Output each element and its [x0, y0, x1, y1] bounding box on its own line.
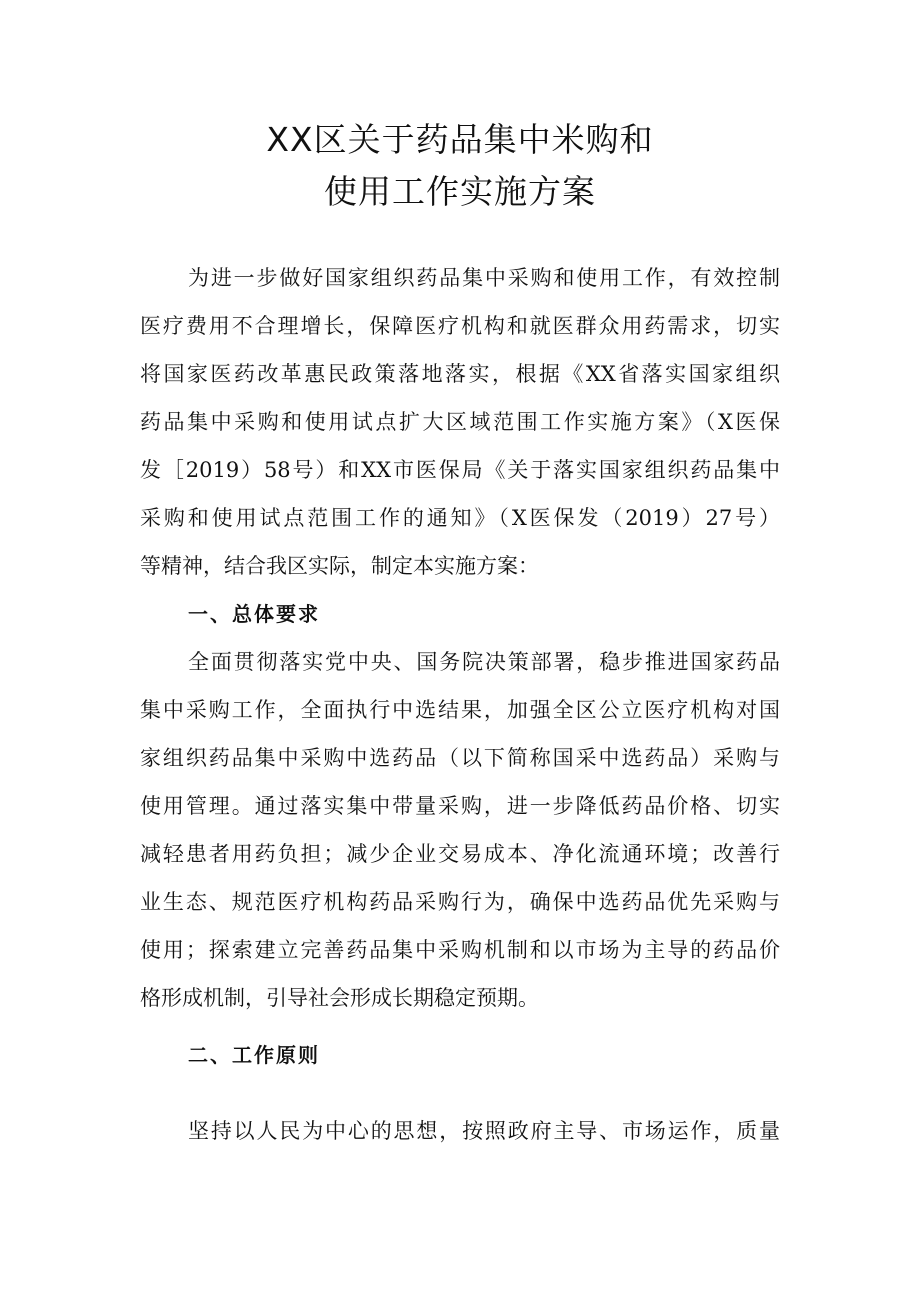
- intro-line: 发［2019）58号）和XX市医保局《关于落实国家组织药品集中: [140, 458, 780, 482]
- section1-line: 家组织药品集中采购中选药品（以下简称国采中选药品）采购与: [140, 746, 780, 770]
- section1-line: 使用管理。通过落实集中带量采购，进一步降低药品价格、切实: [140, 794, 780, 818]
- intro-line: 等精神，结合我区实际，制定本实施方案：: [140, 554, 539, 578]
- section1-line: 减轻患者用药负担；减少企业交易成本、净化流通环境；改善行: [140, 842, 780, 866]
- section2-line: 坚持以人民为中心的思想，按照政府主导、市场运作，质量: [188, 1119, 780, 1143]
- section1-line: 使用；探索建立完善药品集中采购机制和以市场为主导的药品价: [140, 938, 780, 962]
- intro-line: 药品集中采购和使用试点扩大区域范围工作实施方案》（X医保: [140, 410, 780, 434]
- document-title-line-1: XX区关于药品集中米购和: [266, 120, 654, 159]
- intro-line: 医疗费用不合理增长，保障医疗机构和就医群众用药需求，切实: [140, 314, 780, 338]
- section-heading-working-principles: 二、工作原则: [188, 1043, 320, 1067]
- document-title-line-2: 使用工作实施方案: [324, 172, 596, 211]
- section1-line: 集中采购工作，全面执行中选结果，加强全区公立医疗机构对国: [140, 698, 780, 722]
- section1-line: 业生态、规范医疗机构药品采购行为，确保中选药品优先采购与: [140, 890, 780, 914]
- intro-line: 将国家医药改革惠民政策落地落实，根据《XX省落实国家组织: [140, 362, 780, 386]
- section1-line: 格形成机制，引导社会形成长期稳定预期。: [140, 986, 539, 1010]
- section1-line: 全面贯彻落实党中央、国务院决策部署，稳步推进国家药品: [188, 650, 780, 674]
- section-heading-general-requirements: 一、总体要求: [188, 602, 320, 626]
- intro-line: 为进一步做好国家组织药品集中采购和使用工作，有效控制: [188, 266, 780, 290]
- intro-line: 采购和使用试点范围工作的通知》（X医保发（2019）27号）: [140, 506, 780, 530]
